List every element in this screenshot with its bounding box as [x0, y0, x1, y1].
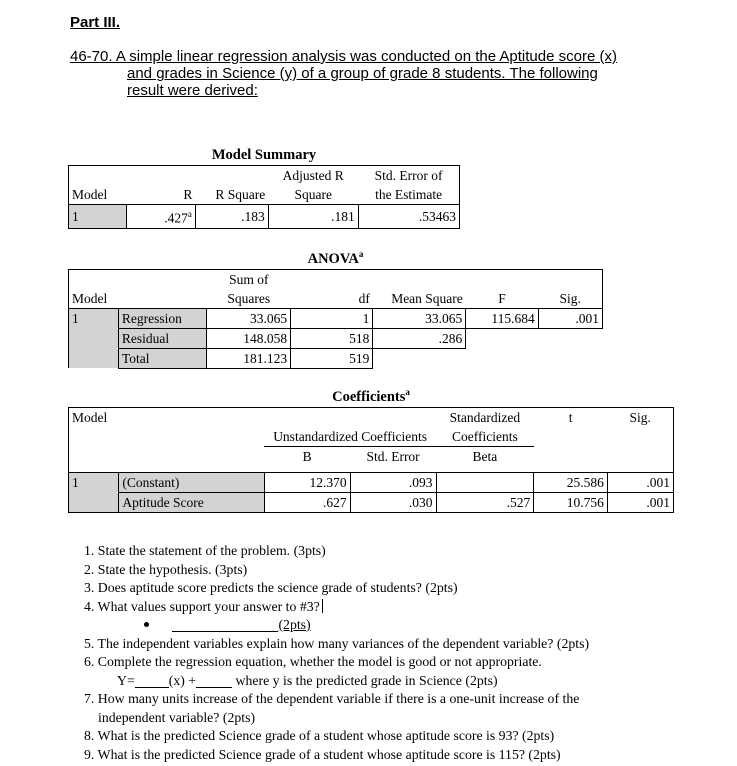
question-8: 8. What is the predicted Science grade of a student whose aptitude score is 93? (2pts): [84, 728, 555, 743]
question-4-text: 4. What values support your answer to #3?: [84, 598, 320, 614]
coef-row-t: 25.586: [534, 472, 608, 492]
coef-row-t: 10.756: [534, 492, 608, 512]
coef-hdr-b-top: [264, 407, 350, 427]
intro-line-3: result were derived:: [127, 82, 258, 99]
questions-list: [84, 542, 589, 764]
coef-caption-sup: a: [405, 387, 410, 397]
anova-hdr-ss-line2: Squares: [207, 289, 291, 309]
intro-line-1: 46-70. A simple linear regression analysis was conducted on the Aptitude score (x): [70, 48, 617, 65]
ms-header-model-top: [69, 166, 127, 186]
anova-hdr-label: [118, 289, 207, 309]
bullet-points: (2pts): [278, 617, 311, 632]
text-cursor: [322, 599, 323, 613]
anova-row-f: 115.684: [466, 308, 538, 328]
ms-header-rsq: R Square: [195, 185, 268, 205]
coef-hdr-model-low: [69, 446, 119, 466]
anova-row-label: Residual: [118, 328, 207, 348]
coef-row-b: .627: [264, 492, 350, 512]
coef-hdr-label-mid: [119, 427, 264, 447]
anova-hdr-ss-line1: Sum of: [207, 269, 291, 289]
question-4: [84, 598, 589, 617]
anova-hdr-f: F: [466, 289, 538, 309]
anova-hdr-f-top: [466, 269, 538, 289]
ms-row-adj: .181: [268, 205, 358, 229]
question-5: 5. The independent variables explain how many variances of the dependent variable? (2pts): [84, 635, 590, 651]
anova-row-ms: 33.065: [373, 308, 466, 328]
anova-row-label: Regression: [118, 308, 207, 328]
intro-paragraph: [70, 48, 670, 99]
anova-row-df: 519: [291, 348, 373, 368]
coef-hdr-sig: Sig.: [607, 407, 673, 427]
anova-hdr-ms-top: [373, 269, 466, 289]
coef-caption: [69, 383, 674, 407]
coef-hdr-std-line2: Coefficients: [436, 427, 534, 447]
ms-header-se-line1: Std. Error of: [358, 166, 459, 186]
slope-blank[interactable]: [135, 675, 169, 688]
anova-hdr-model: Model: [69, 289, 119, 309]
anova-row-ss: 181.123: [207, 348, 291, 368]
coef-row-se: .030: [350, 492, 436, 512]
coef-hdr-model-mid: [69, 427, 119, 447]
anova-model-num: 1: [69, 308, 119, 368]
ms-header-rsq-top: [195, 166, 268, 186]
question-2: 2. State the hypothesis. (3pts): [84, 561, 248, 577]
coef-row-sig: .001: [607, 492, 673, 512]
question-9: 9. What is the predicted Science grade of a student whose aptitude score is 115? (2pts): [84, 746, 561, 762]
coef-hdr-se-top: [350, 407, 436, 427]
anova-caption-sup: a: [358, 249, 364, 259]
coef-row-beta: [436, 472, 534, 492]
ms-row-rsq: .183: [195, 205, 268, 229]
question-7-line2: independent variable? (2pts): [98, 709, 256, 725]
intercept-blank[interactable]: [196, 675, 232, 688]
coef-hdr-sig-low: [607, 446, 673, 466]
anova-row-sig: [538, 328, 602, 348]
ms-header-r-top: [127, 166, 196, 186]
intro-line-2: and grades in Science (y) of a group of grade 8 students. The following: [127, 65, 598, 82]
coef-hdr-std-error: Std. Error: [366, 448, 420, 464]
anova-row-ss: 148.058: [207, 328, 291, 348]
anova-row-ms: .286: [373, 328, 466, 348]
anova-hdr-sig: Sig.: [538, 289, 602, 309]
ms-header-r: R: [127, 185, 196, 205]
anova-row-ss: 33.065: [207, 308, 291, 328]
anova-hdr-df-top: [291, 269, 373, 289]
coef-row-sig: .001: [607, 472, 673, 492]
coef-hdr-label-top: [119, 407, 264, 427]
coef-row-label: (Constant): [119, 472, 264, 492]
question-6: 6. Complete the regression equation, whether the model is good or not appropriate.: [84, 654, 542, 669]
question-3: 3. Does aptitude score predicts the science grade of students? (2pts): [84, 580, 458, 595]
anova-row-df: 1: [291, 308, 373, 328]
coef-caption-text: Coefficients: [332, 388, 406, 405]
anova-row-sig: [538, 348, 602, 368]
equation-x: (x) +: [168, 672, 197, 688]
coef-row-b: 12.370: [264, 472, 350, 492]
coef-hdr-b: B: [302, 448, 312, 464]
coef-hdr-unstd: Unstandardized Coefficients: [264, 427, 436, 447]
model-summary-caption: Model Summary: [211, 147, 317, 163]
coef-model-num: 1: [69, 472, 119, 512]
anova-caption: [69, 245, 603, 269]
coef-hdr-t-mid: [534, 427, 608, 447]
ms-header-adj-line1: Adjusted R: [268, 166, 358, 186]
ms-row-se: .53463: [358, 205, 459, 229]
coef-hdr-t: t: [534, 407, 608, 427]
model-summary-table: [68, 146, 460, 229]
ms-header-se-line2: the Estimate: [358, 185, 459, 205]
ms-row-r-value: .427: [164, 210, 188, 226]
ms-header-adj-line2: Square: [268, 185, 358, 205]
answer-blank[interactable]: [172, 619, 278, 632]
anova-row-df: 518: [291, 328, 373, 348]
question-4-bullet: [84, 616, 589, 635]
ms-header-model: Model: [69, 185, 127, 205]
coef-row-beta: .527: [436, 492, 534, 512]
coef-row-se: .093: [350, 472, 436, 492]
anova-hdr-df: df: [291, 289, 373, 309]
anova-row-label: Total: [118, 348, 207, 368]
anova-caption-text: ANOVA: [307, 250, 359, 267]
bullet-icon: [144, 622, 149, 627]
equation-rest: where y is the predicted grade in Science (2pts): [235, 672, 498, 688]
regression-equation: [84, 672, 589, 691]
anova-row-f: [466, 328, 538, 348]
ms-row-r: [127, 205, 196, 229]
part-title: Part III.: [70, 14, 121, 31]
coefficients-table: [68, 383, 674, 513]
ms-row-r-sup: a: [187, 209, 192, 219]
coef-hdr-sig-mid: [607, 427, 673, 447]
coef-hdr-std-line1: Standardized: [436, 407, 534, 427]
coef-hdr-label-low: [119, 446, 264, 466]
question-7-line1: 7. How many units increase of the dependent variable if there is a one-unit increase of the: [84, 691, 580, 706]
coef-hdr-model: Model: [69, 407, 119, 427]
anova-row-sig: .001: [538, 308, 602, 328]
coef-row-label: Aptitude Score: [119, 492, 264, 512]
coef-hdr-beta: Beta: [472, 448, 498, 464]
equation-y: Y=: [117, 672, 135, 688]
anova-hdr-model-top: [69, 269, 119, 289]
anova-row-ms: [373, 348, 466, 368]
coef-hdr-t-low: [534, 446, 608, 466]
question-1: 1. State the statement of the problem. (3pts): [84, 543, 326, 558]
anova-row-f: [466, 348, 538, 368]
ms-row-model: 1: [69, 205, 127, 229]
anova-hdr-label-top: [118, 269, 207, 289]
anova-table: [68, 245, 603, 369]
anova-hdr-sig-top: [538, 269, 602, 289]
anova-hdr-ms: Mean Square: [373, 289, 466, 309]
